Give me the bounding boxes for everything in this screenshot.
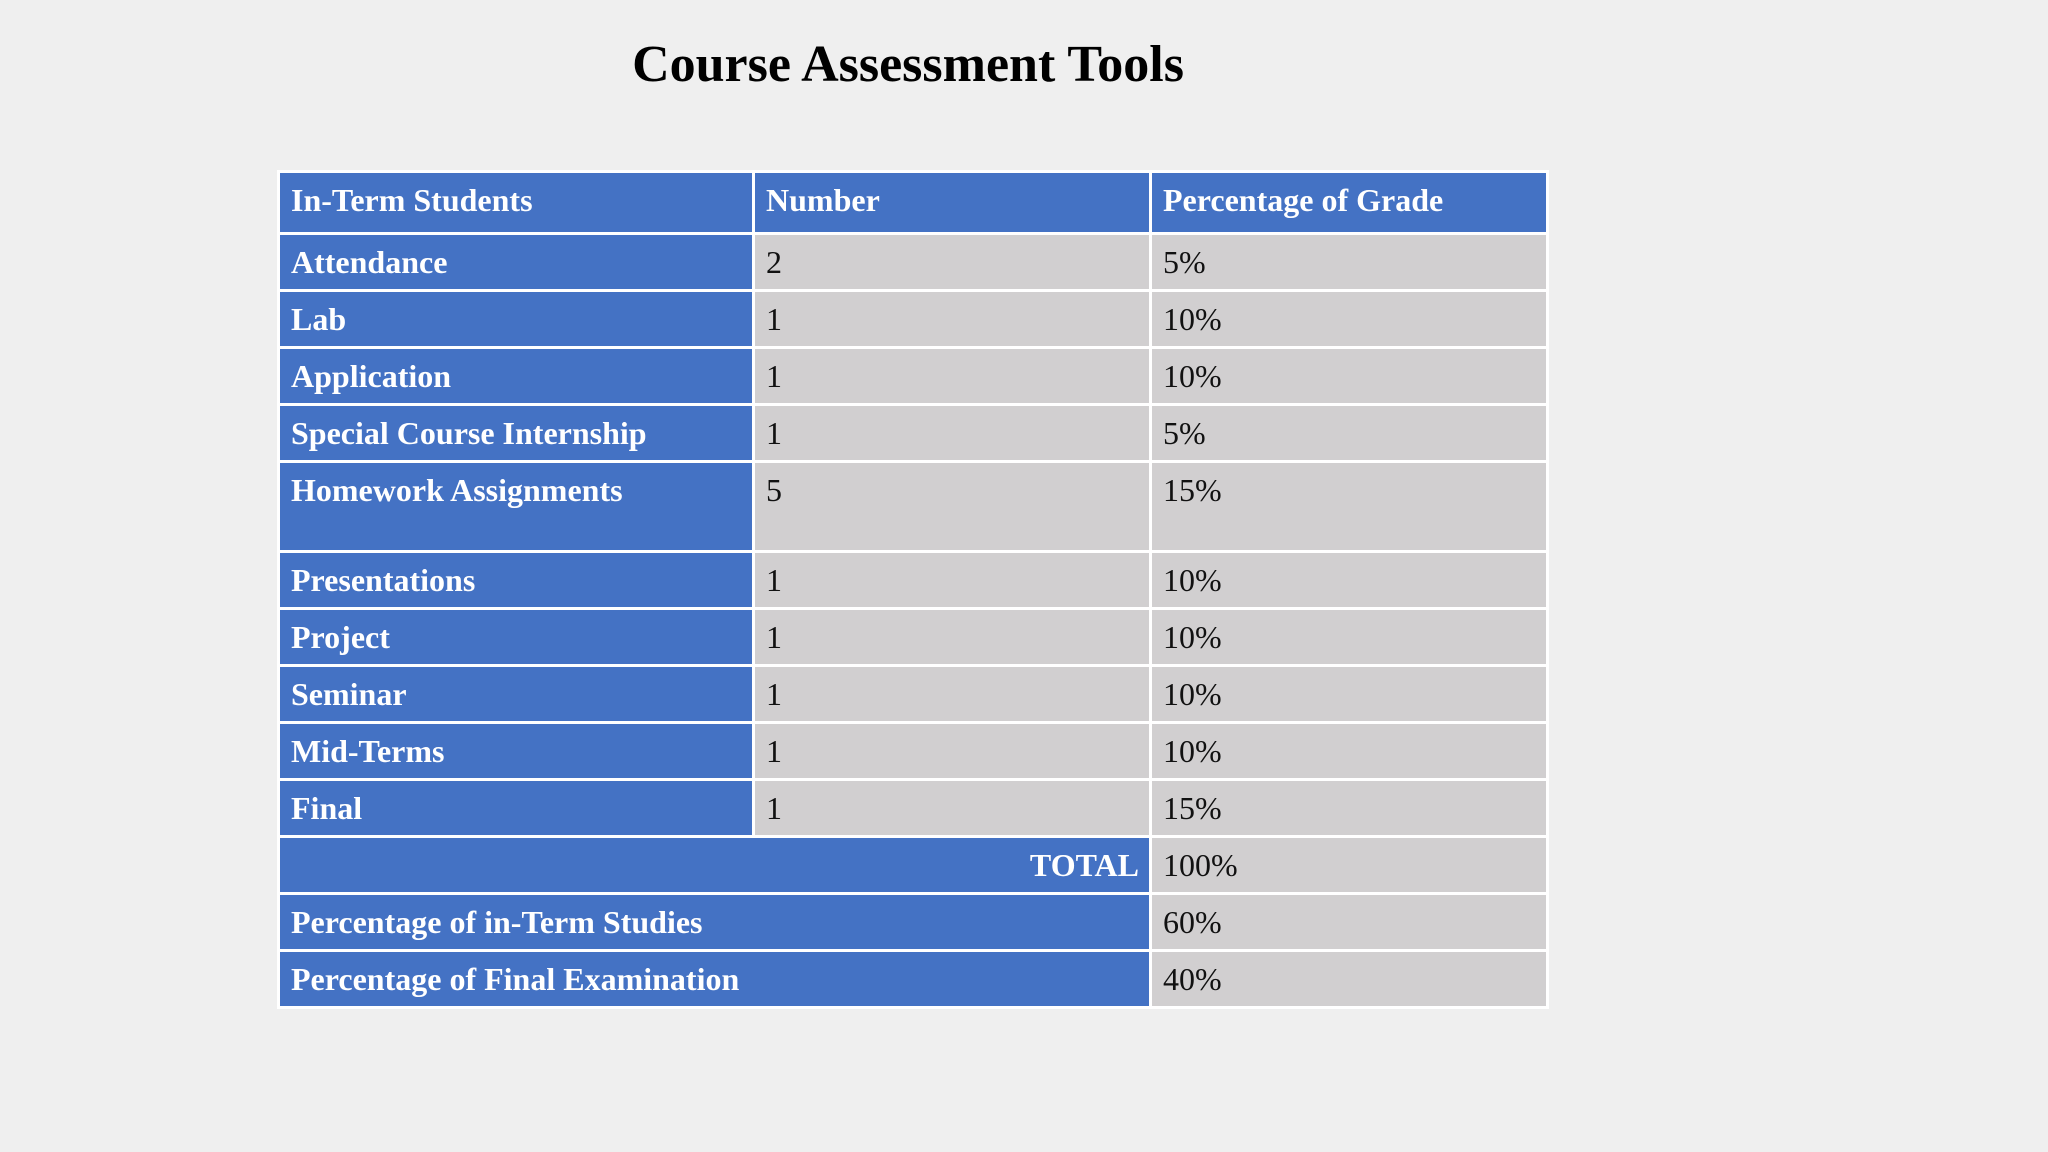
- table-row: [279, 780, 1548, 837]
- row-number-cell: 1: [754, 723, 1151, 780]
- summary-label-final-exam: Percentage of Final Examination: [279, 951, 1151, 1008]
- assessment-table: [277, 170, 1549, 1009]
- table-row: [279, 462, 1548, 552]
- row-percentage-cell: 15%: [1151, 462, 1548, 552]
- row-item-label: Attendance: [279, 234, 754, 291]
- row-item-label: Application: [279, 348, 754, 405]
- row-item-label: Project: [279, 609, 754, 666]
- row-item-label: Presentations: [279, 552, 754, 609]
- row-percentage-cell: 15%: [1151, 780, 1548, 837]
- row-number-cell: 5: [754, 462, 1151, 552]
- summary-row: [279, 951, 1548, 1008]
- row-number-cell: 1: [754, 348, 1151, 405]
- row-percentage-cell: 10%: [1151, 666, 1548, 723]
- column-header-number: Number: [754, 172, 1151, 234]
- table-row: [279, 609, 1548, 666]
- row-percentage-cell: 5%: [1151, 405, 1548, 462]
- summary-value-final-exam: 40%: [1151, 951, 1548, 1008]
- column-header-percentage: Percentage of Grade: [1151, 172, 1548, 234]
- table-row: [279, 552, 1548, 609]
- row-item-label: Mid-Terms: [279, 723, 754, 780]
- column-header-item: In-Term Students: [279, 172, 754, 234]
- table-row: [279, 723, 1548, 780]
- row-percentage-cell: 10%: [1151, 609, 1548, 666]
- row-number-cell: 1: [754, 405, 1151, 462]
- row-number-cell: 1: [754, 291, 1151, 348]
- table-row: [279, 234, 1548, 291]
- total-label: TOTAL: [279, 837, 1151, 894]
- row-item-label: Final: [279, 780, 754, 837]
- row-number-cell: 1: [754, 552, 1151, 609]
- page-title: Course Assessment Tools: [632, 36, 1184, 93]
- summary-row: [279, 894, 1548, 951]
- row-number-cell: 2: [754, 234, 1151, 291]
- row-item-label: Lab: [279, 291, 754, 348]
- summary-value-in-term: 60%: [1151, 894, 1548, 951]
- row-percentage-cell: 10%: [1151, 348, 1548, 405]
- table-header-row: [279, 172, 1548, 234]
- table-row: [279, 348, 1548, 405]
- row-item-label: Homework Assignments: [279, 462, 754, 552]
- row-percentage-cell: 10%: [1151, 723, 1548, 780]
- table-row: [279, 291, 1548, 348]
- row-item-label: Special Course Internship: [279, 405, 754, 462]
- row-percentage-cell: 10%: [1151, 291, 1548, 348]
- table-row: [279, 666, 1548, 723]
- row-item-label: Seminar: [279, 666, 754, 723]
- row-number-cell: 1: [754, 780, 1151, 837]
- row-percentage-cell: 10%: [1151, 552, 1548, 609]
- row-number-cell: 1: [754, 666, 1151, 723]
- total-row: [279, 837, 1548, 894]
- row-number-cell: 1: [754, 609, 1151, 666]
- summary-label-in-term: Percentage of in-Term Studies: [279, 894, 1151, 951]
- total-value: 100%: [1151, 837, 1548, 894]
- table-row: [279, 405, 1548, 462]
- row-percentage-cell: 5%: [1151, 234, 1548, 291]
